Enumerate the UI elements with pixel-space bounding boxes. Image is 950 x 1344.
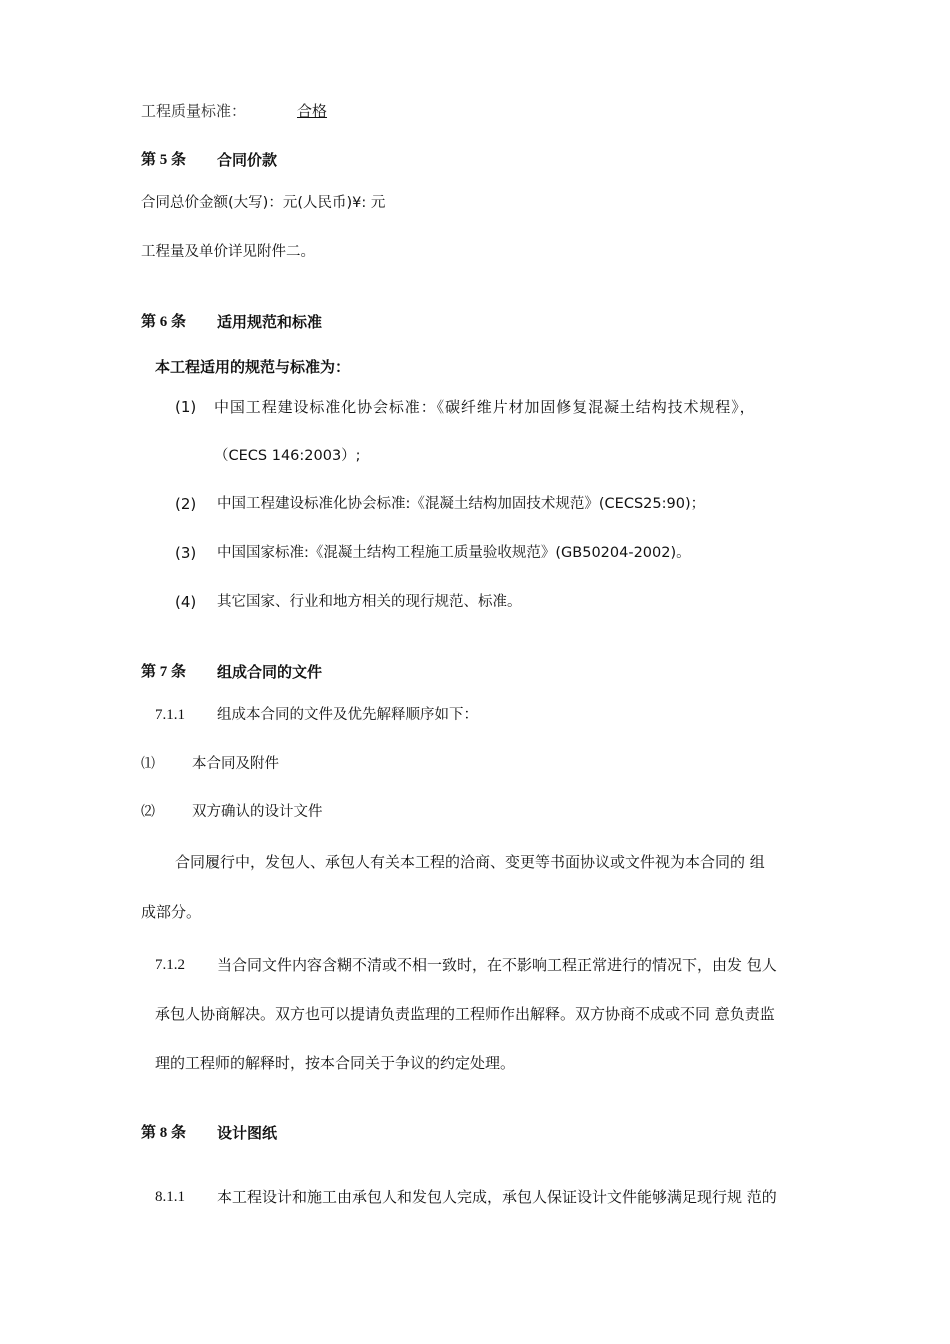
- article-8-number: 第 8 条: [141, 1125, 187, 1141]
- quality-value: 合格: [297, 102, 328, 120]
- document-list-text: 双方确认的设计文件: [192, 804, 323, 820]
- clause-line: 理的工程师的解释时，按本合同关于争议的约定处理。: [155, 1054, 516, 1072]
- standard-item-number: (4): [175, 593, 197, 611]
- standard-item-text: 中国工程建设标准化协会标准：《碳纤维片材加固修复混凝土结构技术规程》，: [214, 398, 756, 416]
- clause-number: 7.1.1: [155, 707, 185, 723]
- article-5-number: 第 5 条: [141, 152, 187, 168]
- document-list-number: ⑴: [141, 756, 155, 772]
- clause-line: 本工程设计和施工由承包人和发包人完成，承包人保证设计文件能够满足现行规 范的: [217, 1188, 777, 1206]
- paragraph-line: 成部分。: [141, 903, 202, 921]
- quality-label: 工程质量标准：: [141, 102, 247, 120]
- clause-text: 组成本合同的文件及优先解释顺序如下：: [217, 707, 478, 723]
- quantity-price-line: 工程量及单价详见附件二。: [141, 244, 315, 260]
- clause-line: 当合同文件内容含糊不清或不相一致时，在不影响工程正常进行的情况下，由发 包人: [217, 956, 777, 974]
- clause-number: 8.1.1: [155, 1189, 185, 1205]
- article-5-title: 合同价款: [217, 151, 278, 169]
- article-6-number: 第 6 条: [141, 314, 187, 330]
- article-7-number: 第 7 条: [141, 664, 187, 680]
- document-list-text: 本合同及附件: [192, 756, 279, 772]
- clause-line: 承包人协商解决。双方也可以提请负责监理的工程师作出解释。双方协商不成或不同 意负责监: [155, 1005, 775, 1023]
- standard-item-number: (3): [175, 544, 197, 562]
- article-8-title: 设计图纸: [217, 1124, 278, 1142]
- standards-intro: 本工程适用的规范与标准为：: [155, 358, 351, 376]
- paragraph-line: 合同履行中，发包人、承包人有关本工程的洽商、变更等书面协议或文件视为本合同的 组: [175, 853, 765, 871]
- article-7-title: 组成合同的文件: [217, 663, 323, 681]
- standard-item-number: (1): [175, 398, 197, 416]
- document-list-number: ⑵: [141, 804, 155, 820]
- standard-item-number: (2): [175, 495, 197, 513]
- standard-item-text: 中国工程建设标准化协会标准:《混凝土结构加固技术规范》(CECS25:90)；: [217, 496, 706, 512]
- standard-item-text: 其它国家、行业和地方相关的现行规范、标准。: [217, 594, 522, 610]
- article-6-title: 适用规范和标准: [217, 313, 323, 331]
- clause-number: 7.1.2: [155, 957, 185, 973]
- standard-item-continuation: （CECS 146:2003）;: [214, 448, 361, 464]
- standard-item-text: 中国国家标准:《混凝土结构工程施工质量验收规范》(GB50204-2002)。: [217, 545, 691, 561]
- contract-price-line: 合同总价金额(大写)：元(人民币)¥: 元: [141, 195, 386, 211]
